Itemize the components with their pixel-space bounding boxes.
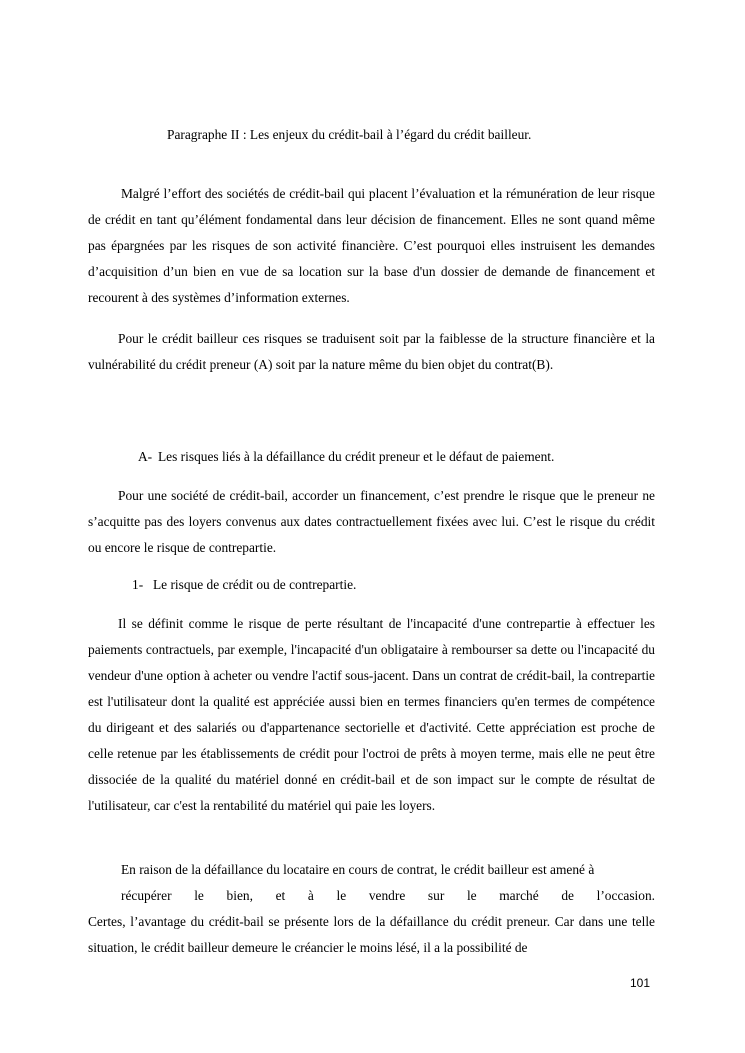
paragraph-financing-risk: Pour une société de crédit-bail, accorder un financement, c’est prendre le risque que le preneur ne s’acquitte pas des loyers convenus aux dates contractuellement fixées avec lui. C’est le risque du crédit ou encore le risque de contrepartie. [88,488,655,555]
page-number: 101 [630,976,651,990]
paragraph-default-recovery [88,857,655,961]
heading-a-text: Les risques liés à la défaillance du crédit preneur et le défaut de paiement. [158,449,555,464]
paragraph-5-rest: Certes, l’avantage du crédit-bail se présente lors de la défaillance du crédit preneur. Car dans une telle situation, le crédit bailleur demeure le créancier le moins lésé, il a la possibilité de [88,914,655,955]
heading-1-number: 1- [132,577,144,592]
paragraph-counterparty-risk: Il se définit comme le risque de perte résultant de l'incapacité d'une contrepartie à effectuer les paiements contractuels, par exemple, l'incapacité d'un obligataire à rembourser sa dette ou l'incapacité du vendeur d'une option à acheter ou vendre l'actif sous-jacent. Dans un contrat de crédit-bail, la contrepartie est l'utilisateur dont la qualité est appréciée aussi bien en termes financiers qu'en termes de compétence du dirigeant et des salariés ou d'appartenance sectorielle et d'activité. Cette appréciation est proche de celle retenue par les établissements de crédit pour l'octroi de prêts à moyen terme, mais elle ne peut être dissociée de la qualité du matériel donné en crédit-bail et de son impact sur le compte de résultat de l'utilisateur, car c'est la rentabilité du matériel qui paie les loyers. [88,616,655,813]
subsection-heading-a [138,448,554,466]
heading-a-number: A- [138,449,153,464]
paragraph-intro: Malgré l’effort des sociétés de crédit-bail qui placent l’évaluation et la rémunération de leur risque de crédit en tant qu’élément fondamental dans leur décision de financement. Elles ne sont quand même pas épargnées par les risques de son activité financière. C’est pourquoi elles instruisent les demandes d’acquisition d’un bien en vue de sa location sur la base d'un dossier de demande de financement et recourent à des systèmes d’information externes. [88,186,655,305]
section-title: Paragraphe II : Les enjeux du crédit-bail à l’égard du crédit bailleur. [167,127,532,142]
paragraph-5-line-1: En raison de la défaillance du locataire en cours de contrat, le crédit bailleur est amené à [121,862,595,877]
subsection-heading-1 [132,576,356,594]
heading-1-text: Le risque de crédit ou de contrepartie. [153,577,357,592]
paragraph-5-line-2: récupérer le bien, et à le vendre sur le marché de l’occasion. [121,888,655,903]
paragraph-risks-overview: Pour le crédit bailleur ces risques se traduisent soit par la faiblesse de la structure financière et la vulnérabilité du crédit preneur (A) soit par la nature même du bien objet du contrat(B). [88,331,655,372]
